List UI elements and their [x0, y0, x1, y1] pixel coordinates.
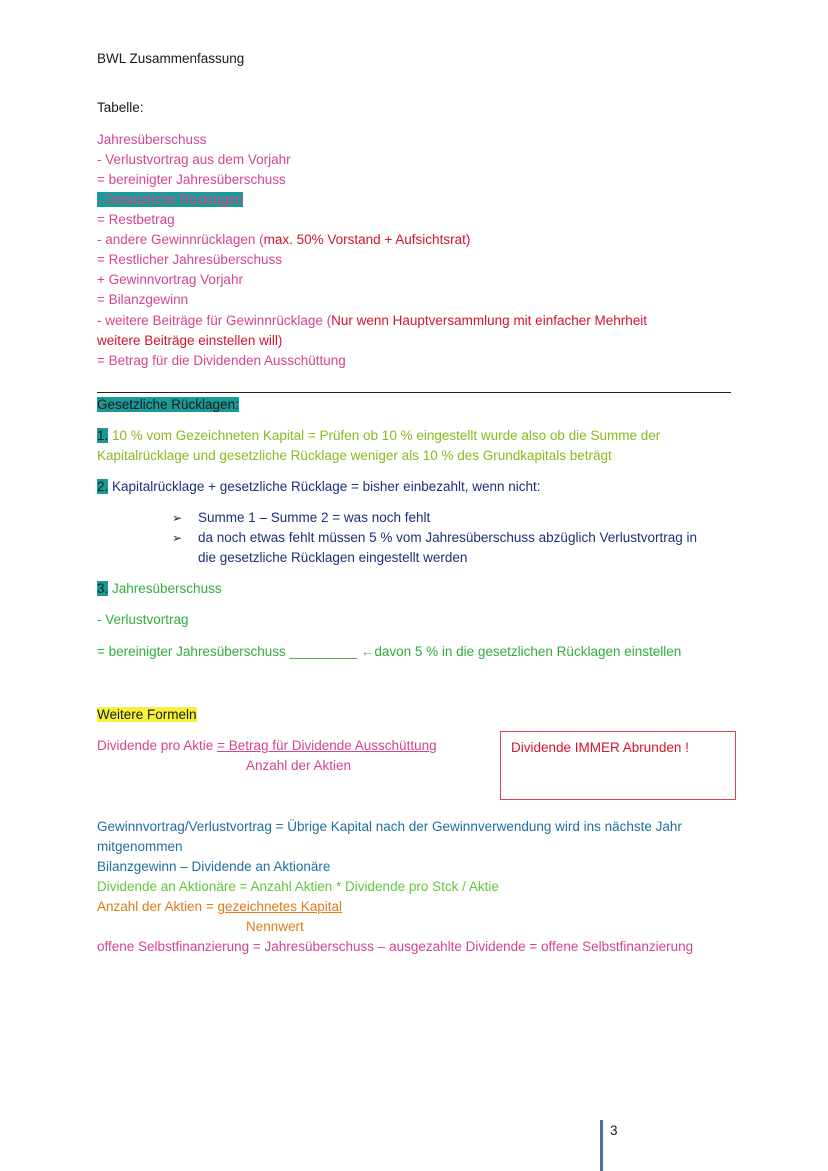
ruecklagen-heading: [97, 395, 239, 415]
section-divider: [97, 392, 731, 393]
arrow-bullet-icon: ➢: [172, 531, 183, 545]
page-number-bar: [600, 1120, 603, 1171]
highlighted-heading: Gesetzliche Rücklagen:: [97, 397, 239, 412]
formeln-heading: [97, 705, 197, 725]
anzahl-aktien-denominator: Nennwert: [246, 919, 304, 934]
tabelle-heading: Tabelle:: [97, 100, 144, 115]
formula-selbstfinanzierung: offene Selbstfinanzierung = Jahresüberschuss – ausgezahlte Dividende = offene Selbstfinanzierung: [97, 939, 694, 954]
dividende-label: Dividende pro Aktie: [97, 738, 218, 753]
tabelle-line-5: = Restbetrag: [97, 212, 175, 227]
point-number-3: 3.: [97, 581, 109, 596]
point-3-formula: = bereinigter Jahresüberschuss _________: [97, 644, 361, 659]
document-title: BWL Zusammenfassung: [97, 51, 245, 66]
ruecklagen-point-3: [97, 579, 222, 599]
page-number: 3: [610, 1123, 618, 1138]
point-3-text: Jahresüberschuss: [108, 581, 222, 596]
point-3-note: davon 5 % in die gesetzlichen Rücklagen einstellen: [374, 644, 682, 659]
dividende-formula: [97, 736, 437, 756]
tabelle-line-6-main: - andere Gewinnrücklagen (: [97, 232, 264, 247]
bullet-item-2: da noch etwas fehlt müssen 5 % vom Jahresüberschuss abzüglich Verlustvortrag in: [198, 530, 698, 545]
formula-gewinnvortrag: Gewinnvortrag/Verlustvortrag = Übrige Kapital nach der Gewinnverwendung wird ins nächste Jahr: [97, 819, 682, 834]
arrow-bullet-icon: ➢: [172, 511, 183, 525]
point-2-text: Kapitalrücklage + gesetzliche Rücklage = bisher einbezahlt, wenn nicht:: [108, 479, 541, 494]
ruecklagen-point-2: [97, 477, 541, 497]
highlighted-text: - Gesetzliche Rücklagen: [97, 192, 244, 207]
tabelle-line-11: weitere Beiträge einstellen will): [97, 333, 283, 348]
bullet-item-2-cont: die gesetzliche Rücklagen eingestellt werden: [198, 550, 468, 565]
formula-anzahl-aktien: [97, 897, 342, 917]
formula-bilanzgewinn: Bilanzgewinn – Dividende an Aktionäre: [97, 859, 331, 874]
formula-gewinnvortrag-cont: mitgenommen: [97, 839, 183, 854]
tabelle-line-2: - Verlustvortrag aus dem Vorjahr: [97, 152, 291, 167]
bullet-item-1: Summe 1 – Summe 2 = was noch fehlt: [198, 510, 431, 525]
ruecklagen-point-1: [97, 426, 660, 446]
point-1-text: 10 % vom Gezeichneten Kapital = Prüfen ob 10 % eingestellt wurde also ob die Summe der: [108, 428, 661, 443]
tabelle-line-3: = bereinigter Jahresüberschuss: [97, 172, 286, 187]
tabelle-line-7: = Restlicher Jahresüberschuss: [97, 252, 282, 267]
point-number-1: 1.: [97, 428, 109, 443]
point-3-line-2: - Verlustvortrag: [97, 612, 189, 627]
tabelle-line-1: Jahresüberschuss: [97, 132, 207, 147]
highlighted-heading: Weitere Formeln: [97, 707, 197, 722]
point-number-2: 2.: [97, 479, 109, 494]
point-3-line-3: [97, 642, 681, 662]
dividende-numerator: = Betrag für Dividende Ausschüttung: [217, 738, 437, 753]
arrow-left-icon: ←: [360, 644, 375, 659]
tabelle-line-12: = Betrag für die Dividenden Ausschüttung: [97, 353, 346, 368]
tabelle-line-8: + Gewinnvortrag Vorjahr: [97, 272, 243, 287]
ruecklagen-point-1-cont: Kapitalrücklage und gesetzliche Rücklage weniger als 10 % des Grundkapitals beträgt: [97, 448, 612, 463]
note-box: [500, 731, 736, 800]
tabelle-line-10-note: Nur wenn Hauptversammlung mit einfacher Mehrheit: [331, 313, 647, 328]
tabelle-line-6-note: max. 50% Vorstand + Aufsichtsrat): [263, 232, 471, 247]
formula-dividende-aktionaere: Dividende an Aktionäre = Anzahl Aktien * Dividende pro Stck / Aktie: [97, 879, 499, 894]
dividende-denominator: Anzahl der Aktien: [246, 758, 352, 773]
tabelle-line-4: [97, 190, 243, 210]
tabelle-line-10: [97, 311, 647, 331]
tabelle-line-10-main: - weitere Beiträge für Gewinnrücklage (: [97, 313, 332, 328]
anzahl-aktien-label: Anzahl der Aktien =: [97, 899, 218, 914]
note-box-text: Dividende IMMER Abrunden !: [511, 740, 689, 755]
tabelle-line-6: [97, 230, 470, 250]
tabelle-line-9: = Bilanzgewinn: [97, 292, 189, 307]
anzahl-aktien-numerator: gezeichnetes Kapital: [217, 899, 343, 914]
